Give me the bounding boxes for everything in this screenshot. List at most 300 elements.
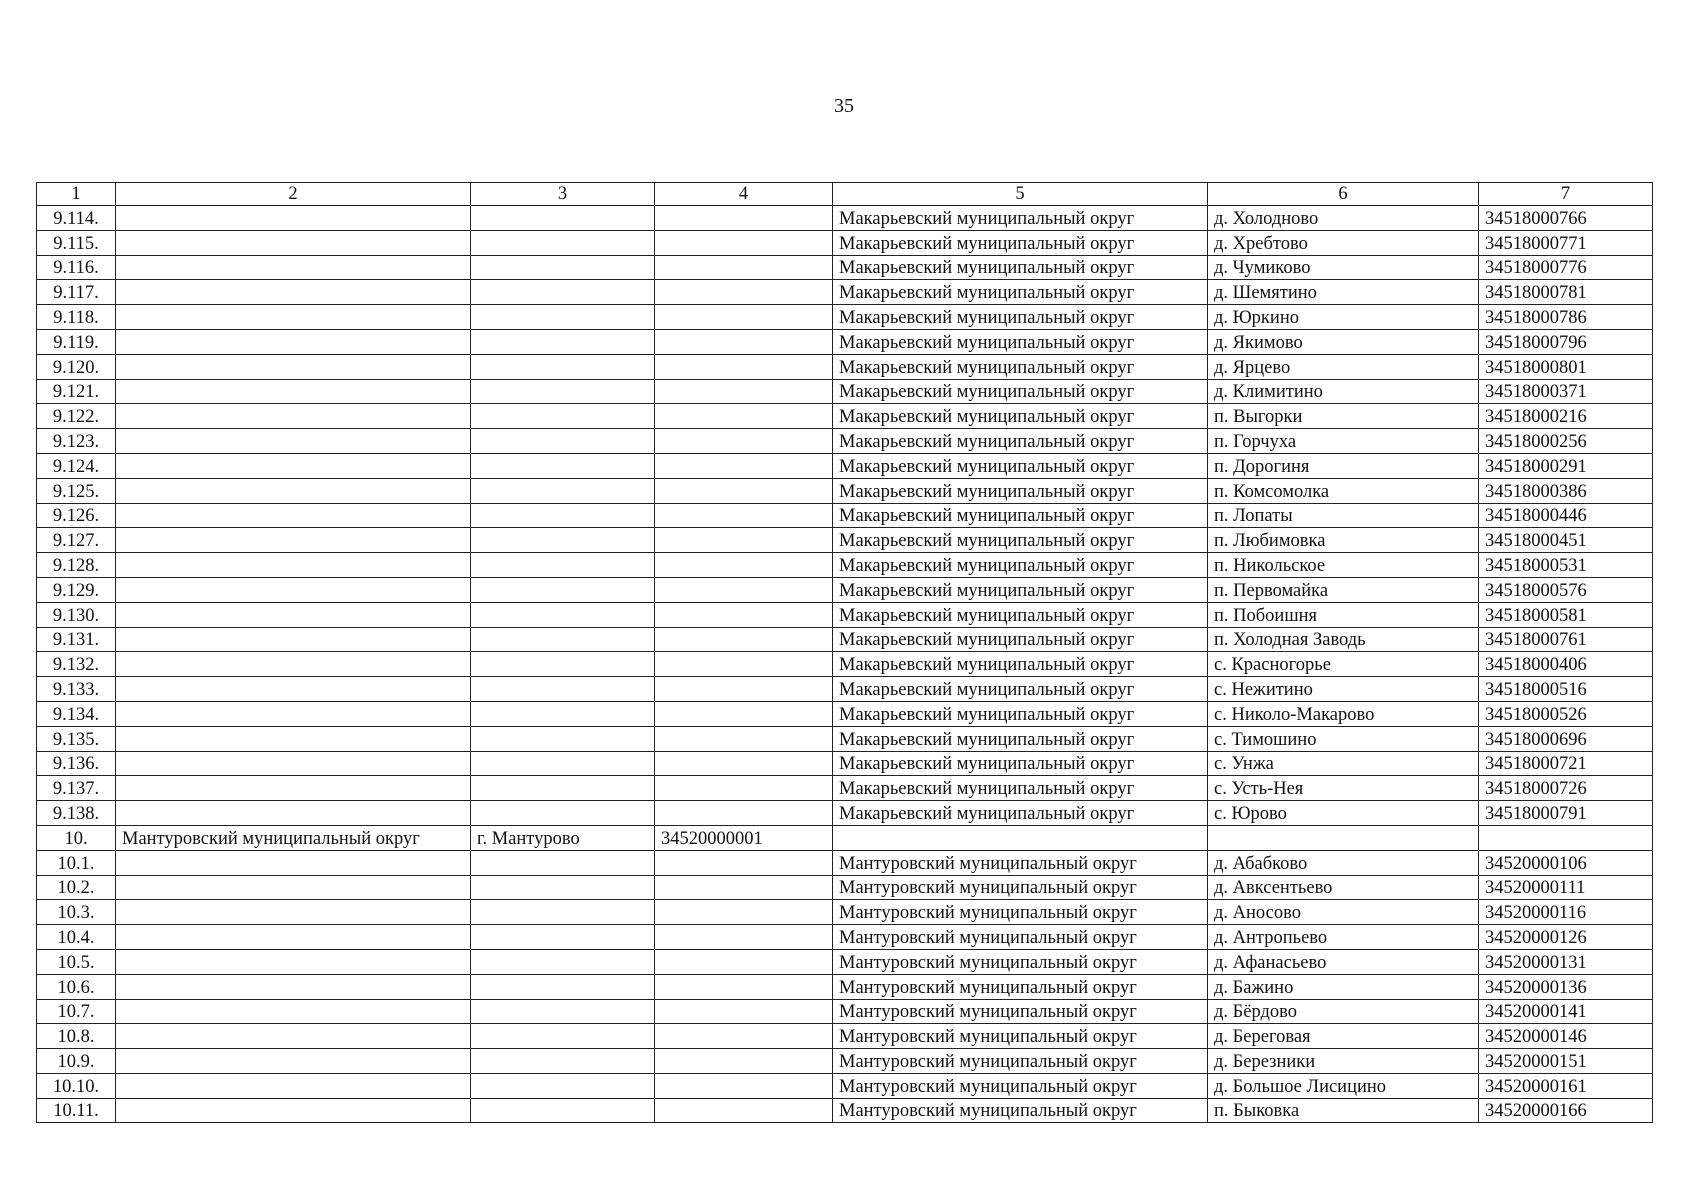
- table-row: [37, 602, 1653, 627]
- row-number-cell: 10.: [37, 825, 116, 850]
- municipality-cell: Макарьевский муниципальный округ: [833, 354, 1208, 379]
- table-row: [37, 553, 1653, 578]
- center-cell: [471, 305, 655, 330]
- settlement-code-cell: 34518000526: [1479, 701, 1653, 726]
- center-code-cell: [655, 230, 833, 255]
- row-number-cell: 9.122.: [37, 404, 116, 429]
- row-number-cell: 10.9.: [37, 1049, 116, 1074]
- district-cell: [116, 553, 471, 578]
- table-row: [37, 925, 1653, 950]
- row-number-cell: 9.133.: [37, 677, 116, 702]
- settlement-cell: с. Красногорье: [1208, 652, 1479, 677]
- center-cell: [471, 354, 655, 379]
- center-cell: [471, 1073, 655, 1098]
- settlement-cell: п. Холодная Заводь: [1208, 627, 1479, 652]
- center-code-cell: [655, 726, 833, 751]
- district-cell: [116, 1049, 471, 1074]
- settlement-code-cell: 34520000106: [1479, 850, 1653, 875]
- municipality-cell: Мантуровский муниципальный округ: [833, 974, 1208, 999]
- row-number-cell: 10.10.: [37, 1073, 116, 1098]
- center-code-cell: [655, 925, 833, 950]
- table-row: [37, 627, 1653, 652]
- row-number-cell: 9.119.: [37, 329, 116, 354]
- center-code-cell: [655, 528, 833, 553]
- table-row: [37, 974, 1653, 999]
- row-number-cell: 9.129.: [37, 577, 116, 602]
- settlement-code-cell: 34518000726: [1479, 776, 1653, 801]
- district-cell: [116, 900, 471, 925]
- settlement-code-cell: 34520000116: [1479, 900, 1653, 925]
- row-number-cell: 9.138.: [37, 801, 116, 826]
- center-code-cell: [655, 701, 833, 726]
- settlement-code-cell: 34518000791: [1479, 801, 1653, 826]
- settlement-code-cell: 34520000136: [1479, 974, 1653, 999]
- row-number-cell: 9.116.: [37, 255, 116, 280]
- settlement-cell: п. Первомайка: [1208, 577, 1479, 602]
- table-row: [37, 305, 1653, 330]
- center-cell: [471, 329, 655, 354]
- settlement-cell: с. Унжа: [1208, 751, 1479, 776]
- municipality-cell: Макарьевский муниципальный округ: [833, 776, 1208, 801]
- district-cell: [116, 577, 471, 602]
- settlement-code-cell: 34518000516: [1479, 677, 1653, 702]
- settlement-cell: д. Абабково: [1208, 850, 1479, 875]
- settlement-code-cell: 34518000256: [1479, 429, 1653, 454]
- district-cell: [116, 726, 471, 751]
- district-cell: [116, 949, 471, 974]
- municipality-cell: Макарьевский муниципальный округ: [833, 528, 1208, 553]
- center-code-cell: 34520000001: [655, 825, 833, 850]
- row-number-cell: 10.4.: [37, 925, 116, 950]
- center-code-cell: [655, 577, 833, 602]
- municipality-cell: Макарьевский муниципальный округ: [833, 305, 1208, 330]
- table-row: [37, 280, 1653, 305]
- district-cell: [116, 850, 471, 875]
- municipality-cell: Макарьевский муниципальный округ: [833, 652, 1208, 677]
- center-code-cell: [655, 280, 833, 305]
- table-row: [37, 577, 1653, 602]
- municipality-cell: Мантуровский муниципальный округ: [833, 949, 1208, 974]
- table-row: [37, 1098, 1653, 1123]
- center-cell: [471, 726, 655, 751]
- table-row: [37, 900, 1653, 925]
- settlement-cell: д. Шемятино: [1208, 280, 1479, 305]
- settlement-code-cell: 34518000766: [1479, 206, 1653, 231]
- settlement-code-cell: 34518000446: [1479, 503, 1653, 528]
- center-cell: [471, 925, 655, 950]
- settlement-cell: с. Тимошино: [1208, 726, 1479, 751]
- settlement-cell: д. Бажино: [1208, 974, 1479, 999]
- settlement-code-cell: 34518000371: [1479, 379, 1653, 404]
- district-cell: [116, 999, 471, 1024]
- municipality-cell: Макарьевский муниципальный округ: [833, 726, 1208, 751]
- table-row: [37, 1073, 1653, 1098]
- municipality-cell: Мантуровский муниципальный округ: [833, 900, 1208, 925]
- settlement-code-cell: 34518000781: [1479, 280, 1653, 305]
- row-number-cell: 9.128.: [37, 553, 116, 578]
- column-header: 6: [1208, 183, 1479, 206]
- settlement-code-cell: 34520000161: [1479, 1073, 1653, 1098]
- row-number-cell: 10.5.: [37, 949, 116, 974]
- center-cell: [471, 801, 655, 826]
- center-cell: [471, 553, 655, 578]
- center-code-cell: [655, 305, 833, 330]
- district-cell: [116, 280, 471, 305]
- column-header: 4: [655, 183, 833, 206]
- municipality-cell: Макарьевский муниципальный округ: [833, 280, 1208, 305]
- settlement-code-cell: 34518000721: [1479, 751, 1653, 776]
- settlement-cell: д. Березники: [1208, 1049, 1479, 1074]
- district-cell: [116, 478, 471, 503]
- district-cell: [116, 453, 471, 478]
- settlement-code-cell: 34518000786: [1479, 305, 1653, 330]
- center-cell: [471, 404, 655, 429]
- row-number-cell: 10.8.: [37, 1024, 116, 1049]
- center-cell: [471, 999, 655, 1024]
- center-code-cell: [655, 429, 833, 454]
- municipality-cell: Макарьевский муниципальный округ: [833, 577, 1208, 602]
- settlement-cell: п. Дорогиня: [1208, 453, 1479, 478]
- district-cell: [116, 776, 471, 801]
- settlement-code-cell: 34518000386: [1479, 478, 1653, 503]
- center-cell: [471, 453, 655, 478]
- settlement-cell: с. Усть-Нея: [1208, 776, 1479, 801]
- center-cell: [471, 701, 655, 726]
- settlement-code-cell: 34520000126: [1479, 925, 1653, 950]
- district-cell: [116, 404, 471, 429]
- settlement-code-cell: 34518000531: [1479, 553, 1653, 578]
- settlement-code-cell: 34520000151: [1479, 1049, 1653, 1074]
- settlement-code-cell: 34520000146: [1479, 1024, 1653, 1049]
- center-cell: [471, 478, 655, 503]
- district-cell: [116, 1098, 471, 1123]
- municipality-cell: Макарьевский муниципальный округ: [833, 478, 1208, 503]
- row-number-cell: 10.3.: [37, 900, 116, 925]
- municipality-cell: Мантуровский муниципальный округ: [833, 1049, 1208, 1074]
- municipality-cell: Макарьевский муниципальный округ: [833, 801, 1208, 826]
- settlement-cell: п. Никольское: [1208, 553, 1479, 578]
- settlement-code-cell: 34518000776: [1479, 255, 1653, 280]
- district-cell: [116, 974, 471, 999]
- municipality-cell: [833, 825, 1208, 850]
- center-code-cell: [655, 404, 833, 429]
- table-row: [37, 850, 1653, 875]
- settlements-table: [36, 182, 1653, 1123]
- municipality-cell: Мантуровский муниципальный округ: [833, 1098, 1208, 1123]
- center-code-cell: [655, 206, 833, 231]
- settlement-code-cell: 34518000406: [1479, 652, 1653, 677]
- municipality-cell: Макарьевский муниципальный округ: [833, 677, 1208, 702]
- column-header: 5: [833, 183, 1208, 206]
- center-code-cell: [655, 1073, 833, 1098]
- center-cell: [471, 602, 655, 627]
- center-code-cell: [655, 875, 833, 900]
- center-cell: [471, 652, 655, 677]
- table-row: [37, 701, 1653, 726]
- center-code-cell: [655, 850, 833, 875]
- row-number-cell: 9.115.: [37, 230, 116, 255]
- row-number-cell: 9.132.: [37, 652, 116, 677]
- table-row: [37, 875, 1653, 900]
- district-cell: [116, 503, 471, 528]
- district-cell: [116, 206, 471, 231]
- table-header-row: [37, 183, 1653, 206]
- center-cell: [471, 1098, 655, 1123]
- column-header: 7: [1479, 183, 1653, 206]
- table-row: [37, 677, 1653, 702]
- column-header: 1: [37, 183, 116, 206]
- center-code-cell: [655, 503, 833, 528]
- table-row: [37, 801, 1653, 826]
- column-header: 3: [471, 183, 655, 206]
- table-row: [37, 206, 1653, 231]
- municipality-cell: Макарьевский муниципальный округ: [833, 379, 1208, 404]
- settlement-cell: д. Ярцево: [1208, 354, 1479, 379]
- district-cell: [116, 1024, 471, 1049]
- center-cell: [471, 1049, 655, 1074]
- center-code-cell: [655, 627, 833, 652]
- district-cell: [116, 701, 471, 726]
- municipality-cell: Макарьевский муниципальный округ: [833, 206, 1208, 231]
- district-cell: [116, 1073, 471, 1098]
- district-cell: [116, 652, 471, 677]
- municipality-cell: Мантуровский муниципальный округ: [833, 1073, 1208, 1098]
- row-number-cell: 9.124.: [37, 453, 116, 478]
- row-number-cell: 10.2.: [37, 875, 116, 900]
- table-row: [37, 230, 1653, 255]
- settlement-code-cell: 34520000141: [1479, 999, 1653, 1024]
- center-cell: [471, 900, 655, 925]
- row-number-cell: 10.1.: [37, 850, 116, 875]
- district-cell: [116, 602, 471, 627]
- center-code-cell: [655, 553, 833, 578]
- settlement-code-cell: 34518000796: [1479, 329, 1653, 354]
- center-cell: [471, 577, 655, 602]
- settlement-cell: [1208, 825, 1479, 850]
- center-cell: [471, 751, 655, 776]
- center-code-cell: [655, 255, 833, 280]
- center-code-cell: [655, 776, 833, 801]
- municipality-cell: Макарьевский муниципальный округ: [833, 553, 1208, 578]
- center-cell: [471, 528, 655, 553]
- row-number-cell: 9.126.: [37, 503, 116, 528]
- municipality-cell: Макарьевский муниципальный округ: [833, 602, 1208, 627]
- center-cell: [471, 1024, 655, 1049]
- settlement-cell: д. Холодново: [1208, 206, 1479, 231]
- center-cell: [471, 503, 655, 528]
- municipality-cell: Макарьевский муниципальный округ: [833, 627, 1208, 652]
- row-number-cell: 9.130.: [37, 602, 116, 627]
- settlement-cell: д. Чумиково: [1208, 255, 1479, 280]
- center-cell: [471, 875, 655, 900]
- district-cell: [116, 751, 471, 776]
- center-code-cell: [655, 602, 833, 627]
- center-cell: [471, 206, 655, 231]
- table-row: [37, 255, 1653, 280]
- district-cell: [116, 329, 471, 354]
- settlement-code-cell: [1479, 825, 1653, 850]
- row-number-cell: 10.11.: [37, 1098, 116, 1123]
- table-row: [37, 528, 1653, 553]
- center-code-cell: [655, 801, 833, 826]
- settlement-code-cell: 34518000581: [1479, 602, 1653, 627]
- settlement-code-cell: 34518000761: [1479, 627, 1653, 652]
- settlement-cell: с. Юрово: [1208, 801, 1479, 826]
- center-cell: [471, 850, 655, 875]
- center-cell: г. Мантурово: [471, 825, 655, 850]
- table-row: [37, 404, 1653, 429]
- row-number-cell: 10.6.: [37, 974, 116, 999]
- center-code-cell: [655, 999, 833, 1024]
- municipality-cell: Мантуровский муниципальный округ: [833, 850, 1208, 875]
- row-number-cell: 9.123.: [37, 429, 116, 454]
- column-header: 2: [116, 183, 471, 206]
- table-row: [37, 999, 1653, 1024]
- district-cell: [116, 354, 471, 379]
- district-cell: [116, 875, 471, 900]
- district-cell: [116, 925, 471, 950]
- center-code-cell: [655, 379, 833, 404]
- center-code-cell: [655, 329, 833, 354]
- municipality-cell: Макарьевский муниципальный округ: [833, 255, 1208, 280]
- table-row: [37, 1049, 1653, 1074]
- row-number-cell: 9.120.: [37, 354, 116, 379]
- center-code-cell: [655, 974, 833, 999]
- settlement-cell: д. Юркино: [1208, 305, 1479, 330]
- table-row: [37, 652, 1653, 677]
- settlement-code-cell: 34518000696: [1479, 726, 1653, 751]
- district-cell: [116, 230, 471, 255]
- table-body: [37, 183, 1653, 1123]
- settlement-code-cell: 34520000111: [1479, 875, 1653, 900]
- table-row: [37, 825, 1653, 850]
- center-cell: [471, 280, 655, 305]
- settlement-code-cell: 34520000131: [1479, 949, 1653, 974]
- settlement-cell: п. Выгорки: [1208, 404, 1479, 429]
- district-cell: [116, 305, 471, 330]
- settlement-cell: д. Бёрдово: [1208, 999, 1479, 1024]
- center-code-cell: [655, 1049, 833, 1074]
- settlement-code-cell: 34518000451: [1479, 528, 1653, 553]
- municipality-cell: Макарьевский муниципальный округ: [833, 453, 1208, 478]
- center-code-cell: [655, 677, 833, 702]
- row-number-cell: 9.134.: [37, 701, 116, 726]
- table-row: [37, 453, 1653, 478]
- table-row: [37, 329, 1653, 354]
- settlement-cell: с. Николо-Макарово: [1208, 701, 1479, 726]
- settlement-cell: д. Якимово: [1208, 329, 1479, 354]
- center-cell: [471, 230, 655, 255]
- district-cell: [116, 801, 471, 826]
- settlement-cell: д. Афанасьево: [1208, 949, 1479, 974]
- row-number-cell: 9.117.: [37, 280, 116, 305]
- center-code-cell: [655, 478, 833, 503]
- district-cell: Мантуровский муниципальный округ: [116, 825, 471, 850]
- center-code-cell: [655, 949, 833, 974]
- settlement-cell: д. Климитино: [1208, 379, 1479, 404]
- page-number: 35: [834, 95, 854, 117]
- settlement-cell: п. Любимовка: [1208, 528, 1479, 553]
- settlement-cell: д. Хребтово: [1208, 230, 1479, 255]
- district-cell: [116, 379, 471, 404]
- center-code-cell: [655, 900, 833, 925]
- district-cell: [116, 429, 471, 454]
- district-cell: [116, 677, 471, 702]
- row-number-cell: 9.121.: [37, 379, 116, 404]
- center-code-cell: [655, 1098, 833, 1123]
- table-row: [37, 503, 1653, 528]
- row-number-cell: 9.114.: [37, 206, 116, 231]
- settlement-cell: п. Лопаты: [1208, 503, 1479, 528]
- center-cell: [471, 949, 655, 974]
- settlement-cell: д. Аносово: [1208, 900, 1479, 925]
- settlement-code-cell: 34518000771: [1479, 230, 1653, 255]
- center-cell: [471, 627, 655, 652]
- table-row: [37, 726, 1653, 751]
- table-row: [37, 379, 1653, 404]
- municipality-cell: Мантуровский муниципальный округ: [833, 925, 1208, 950]
- table-row: [37, 429, 1653, 454]
- row-number-cell: 9.125.: [37, 478, 116, 503]
- center-cell: [471, 677, 655, 702]
- municipality-cell: Мантуровский муниципальный округ: [833, 875, 1208, 900]
- municipality-cell: Макарьевский муниципальный округ: [833, 503, 1208, 528]
- municipality-cell: Макарьевский муниципальный округ: [833, 429, 1208, 454]
- center-cell: [471, 974, 655, 999]
- settlement-code-cell: 34518000291: [1479, 453, 1653, 478]
- municipality-cell: Мантуровский муниципальный округ: [833, 1024, 1208, 1049]
- center-cell: [471, 379, 655, 404]
- settlement-code-cell: 34518000216: [1479, 404, 1653, 429]
- table-row: [37, 776, 1653, 801]
- center-code-cell: [655, 1024, 833, 1049]
- settlement-cell: п. Комсомолка: [1208, 478, 1479, 503]
- district-cell: [116, 627, 471, 652]
- row-number-cell: 9.118.: [37, 305, 116, 330]
- settlement-cell: с. Нежитино: [1208, 677, 1479, 702]
- row-number-cell: 9.136.: [37, 751, 116, 776]
- row-number-cell: 9.131.: [37, 627, 116, 652]
- table-row: [37, 1024, 1653, 1049]
- center-code-cell: [655, 652, 833, 677]
- settlement-cell: п. Быковка: [1208, 1098, 1479, 1123]
- settlement-cell: д. Антропьево: [1208, 925, 1479, 950]
- table-row: [37, 949, 1653, 974]
- settlement-cell: д. Береговая: [1208, 1024, 1479, 1049]
- row-number-cell: 9.135.: [37, 726, 116, 751]
- center-code-cell: [655, 354, 833, 379]
- municipality-cell: Макарьевский муниципальный округ: [833, 404, 1208, 429]
- settlement-cell: д. Большое Лисицино: [1208, 1073, 1479, 1098]
- row-number-cell: 9.137.: [37, 776, 116, 801]
- municipality-cell: Макарьевский муниципальный округ: [833, 329, 1208, 354]
- center-code-cell: [655, 751, 833, 776]
- municipality-cell: Макарьевский муниципальный округ: [833, 751, 1208, 776]
- settlement-cell: п. Горчуха: [1208, 429, 1479, 454]
- settlement-code-cell: 34518000801: [1479, 354, 1653, 379]
- municipality-cell: Мантуровский муниципальный округ: [833, 999, 1208, 1024]
- district-cell: [116, 255, 471, 280]
- table-row: [37, 751, 1653, 776]
- district-cell: [116, 528, 471, 553]
- table-row: [37, 478, 1653, 503]
- row-number-cell: 10.7.: [37, 999, 116, 1024]
- center-cell: [471, 255, 655, 280]
- municipality-cell: Макарьевский муниципальный округ: [833, 701, 1208, 726]
- settlement-cell: д. Авксентьево: [1208, 875, 1479, 900]
- table-row: [37, 354, 1653, 379]
- row-number-cell: 9.127.: [37, 528, 116, 553]
